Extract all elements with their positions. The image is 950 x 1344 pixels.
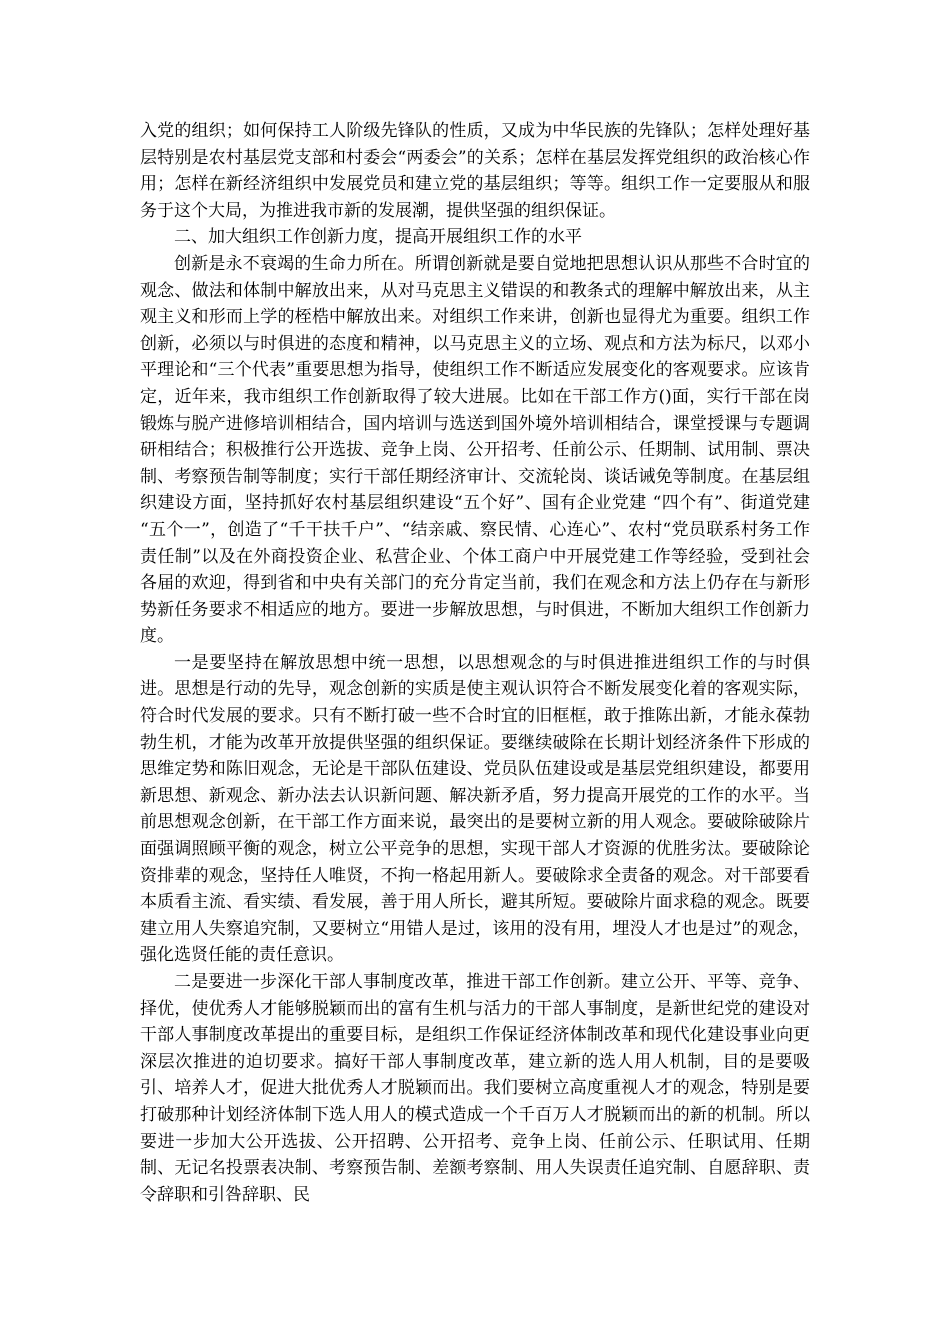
paragraph-point-one: 一是要坚持在解放思想中统一思想，以思想观念的与时俱进推进组织工作的与时俱进。思想是行动的先导，观念创新的实质是使主观认识符合不断发展变化着的客观实际，符合时代发展的要求。只有不断打破一些不合时宜的旧框框，敢于推陈出新，才能永葆勃勃生机，才能为改革开放提供坚强的组织保证。要继续破除在长期计划经济条件下形成的思维定势和陈旧观念，无论是干部队伍建设、党员队伍建设或是基层党组织建设，都要用新思想、新观念、新办法去认识新问题、解决新矛盾，努力提高开展党的工作的水平。当前思想观念创新，在干部工作方面来说，最突出的是要树立新的用人观念。要破除破除片面强调照顾平衡的观念，树立公平竞争的思想，实现干部人才资源的优胜劣汰。要破除论资排辈的观念，坚持任人唯贤，不拘一格起用新人。要破除求全责备的观念。对干部要看本质看主流、看实绩、看发展，善于用人所长，避其所短。要破除片面求稳的观念。既要建立用人失察追究制，又要树立“用错人是过，该用的没有用，埋没人才也是过”的观念，强化选贤任能的责任意识。 — [140, 652, 810, 966]
paragraph-point-two: 二是要进一步深化干部人事制度改革，推进干部工作创新。建立公开、平等、竞争、择优，使优秀人才能够脱颖而出的富有生机与活力的干部人事制度，是新世纪党的建设对干部人事制度改革提出的重要目标，是组织工作保证经济体制改革和现代化建设事业向更深层次推进的迫切要求。搞好干部人事制度改革，建立新的选人用人机制，目的是要吸引、培养人才，促进大批优秀人才脱颖而出。我们要树立高度重视人才的观念，特别是要打破那种计划经济体制下选人用人的模式造成一个千百万人才脱颖而出的新的机制。所以要进一步加大公开选拔、公开招聘、公开招考、竞争上岗、任前公示、任职试用、任期制、无记名投票表决制、考察预告制、差额考察制、用人失误责任追究制、自愿辞职、责令辞职和引咎辞职、民 — [140, 972, 810, 1205]
section-heading: 二、加大组织工作创新力度，提高开展组织工作的水平 — [174, 227, 582, 248]
paragraph-continuation: 入党的组织；如何保持工人阶级先锋队的性质，又成为中华民族的先锋队；怎样处理好基层特别是农村基层党支部和村委会“两委会”的关系；怎样在基层发挥党组织的政治核心作用；怎样在新经济组织中发展党员和建立党的基层组织；等等。组织工作一定要服从和服务于这个大局，为推进我市新的发展潮，提供坚强的组织保证。 — [140, 121, 810, 221]
paragraph-innovation: 创新是永不衰竭的生命力所在。所谓创新就是要自觉地把思想认识从那些不合时宜的观念、做法和体制中解放出来，从对马克思主义错误的和教条式的理解中解放出来，从主观主义和形而上学的桎梏中解放出来。对组织工作来讲，创新也显得尤为重要。组织工作创新，必须以与时俱进的态度和精神，以马克思主义的立场、观点和方法为标尺，以邓小平理论和“三个代表”重要思想为指导，使组织工作不断适应发展变化的客观要求。应该肯定，近年来，我市组织工作创新取得了较大进展。比如在干部工作方()面，实行干部在岗锻炼与脱产进修培训相结合，国内培训与选送到国外境外培训相结合，课堂授课与专题调研相结合；积极推行公开选拔、竞争上岗、公开招考、任前公示、任期制、试用制、票决制、考察预告制等制度；实行干部任期经济审计、交流轮岗、谈话诫免等制度。在基层组织建设方面，坚持抓好农村基层组织建设“五个好”、国有企业党建 “四个有”、街道党建 “五个一”，创造了“千干扶千户”、“结亲戚、察民情、心连心”、农村“党员联系村务工作责任制”以及在外商投资企业、私营企业、个体工商户中开展党建工作等经验，受到社会各届的欢迎，得到省和中央有关部门的充分肯定当前，我们在观念和方法上仍存在与新形势新任务要求不相适应的地方。要进一步解放思想，与时俱进，不断加大组织工作创新力度。 — [140, 253, 810, 647]
document-page — [140, 118, 810, 1208]
